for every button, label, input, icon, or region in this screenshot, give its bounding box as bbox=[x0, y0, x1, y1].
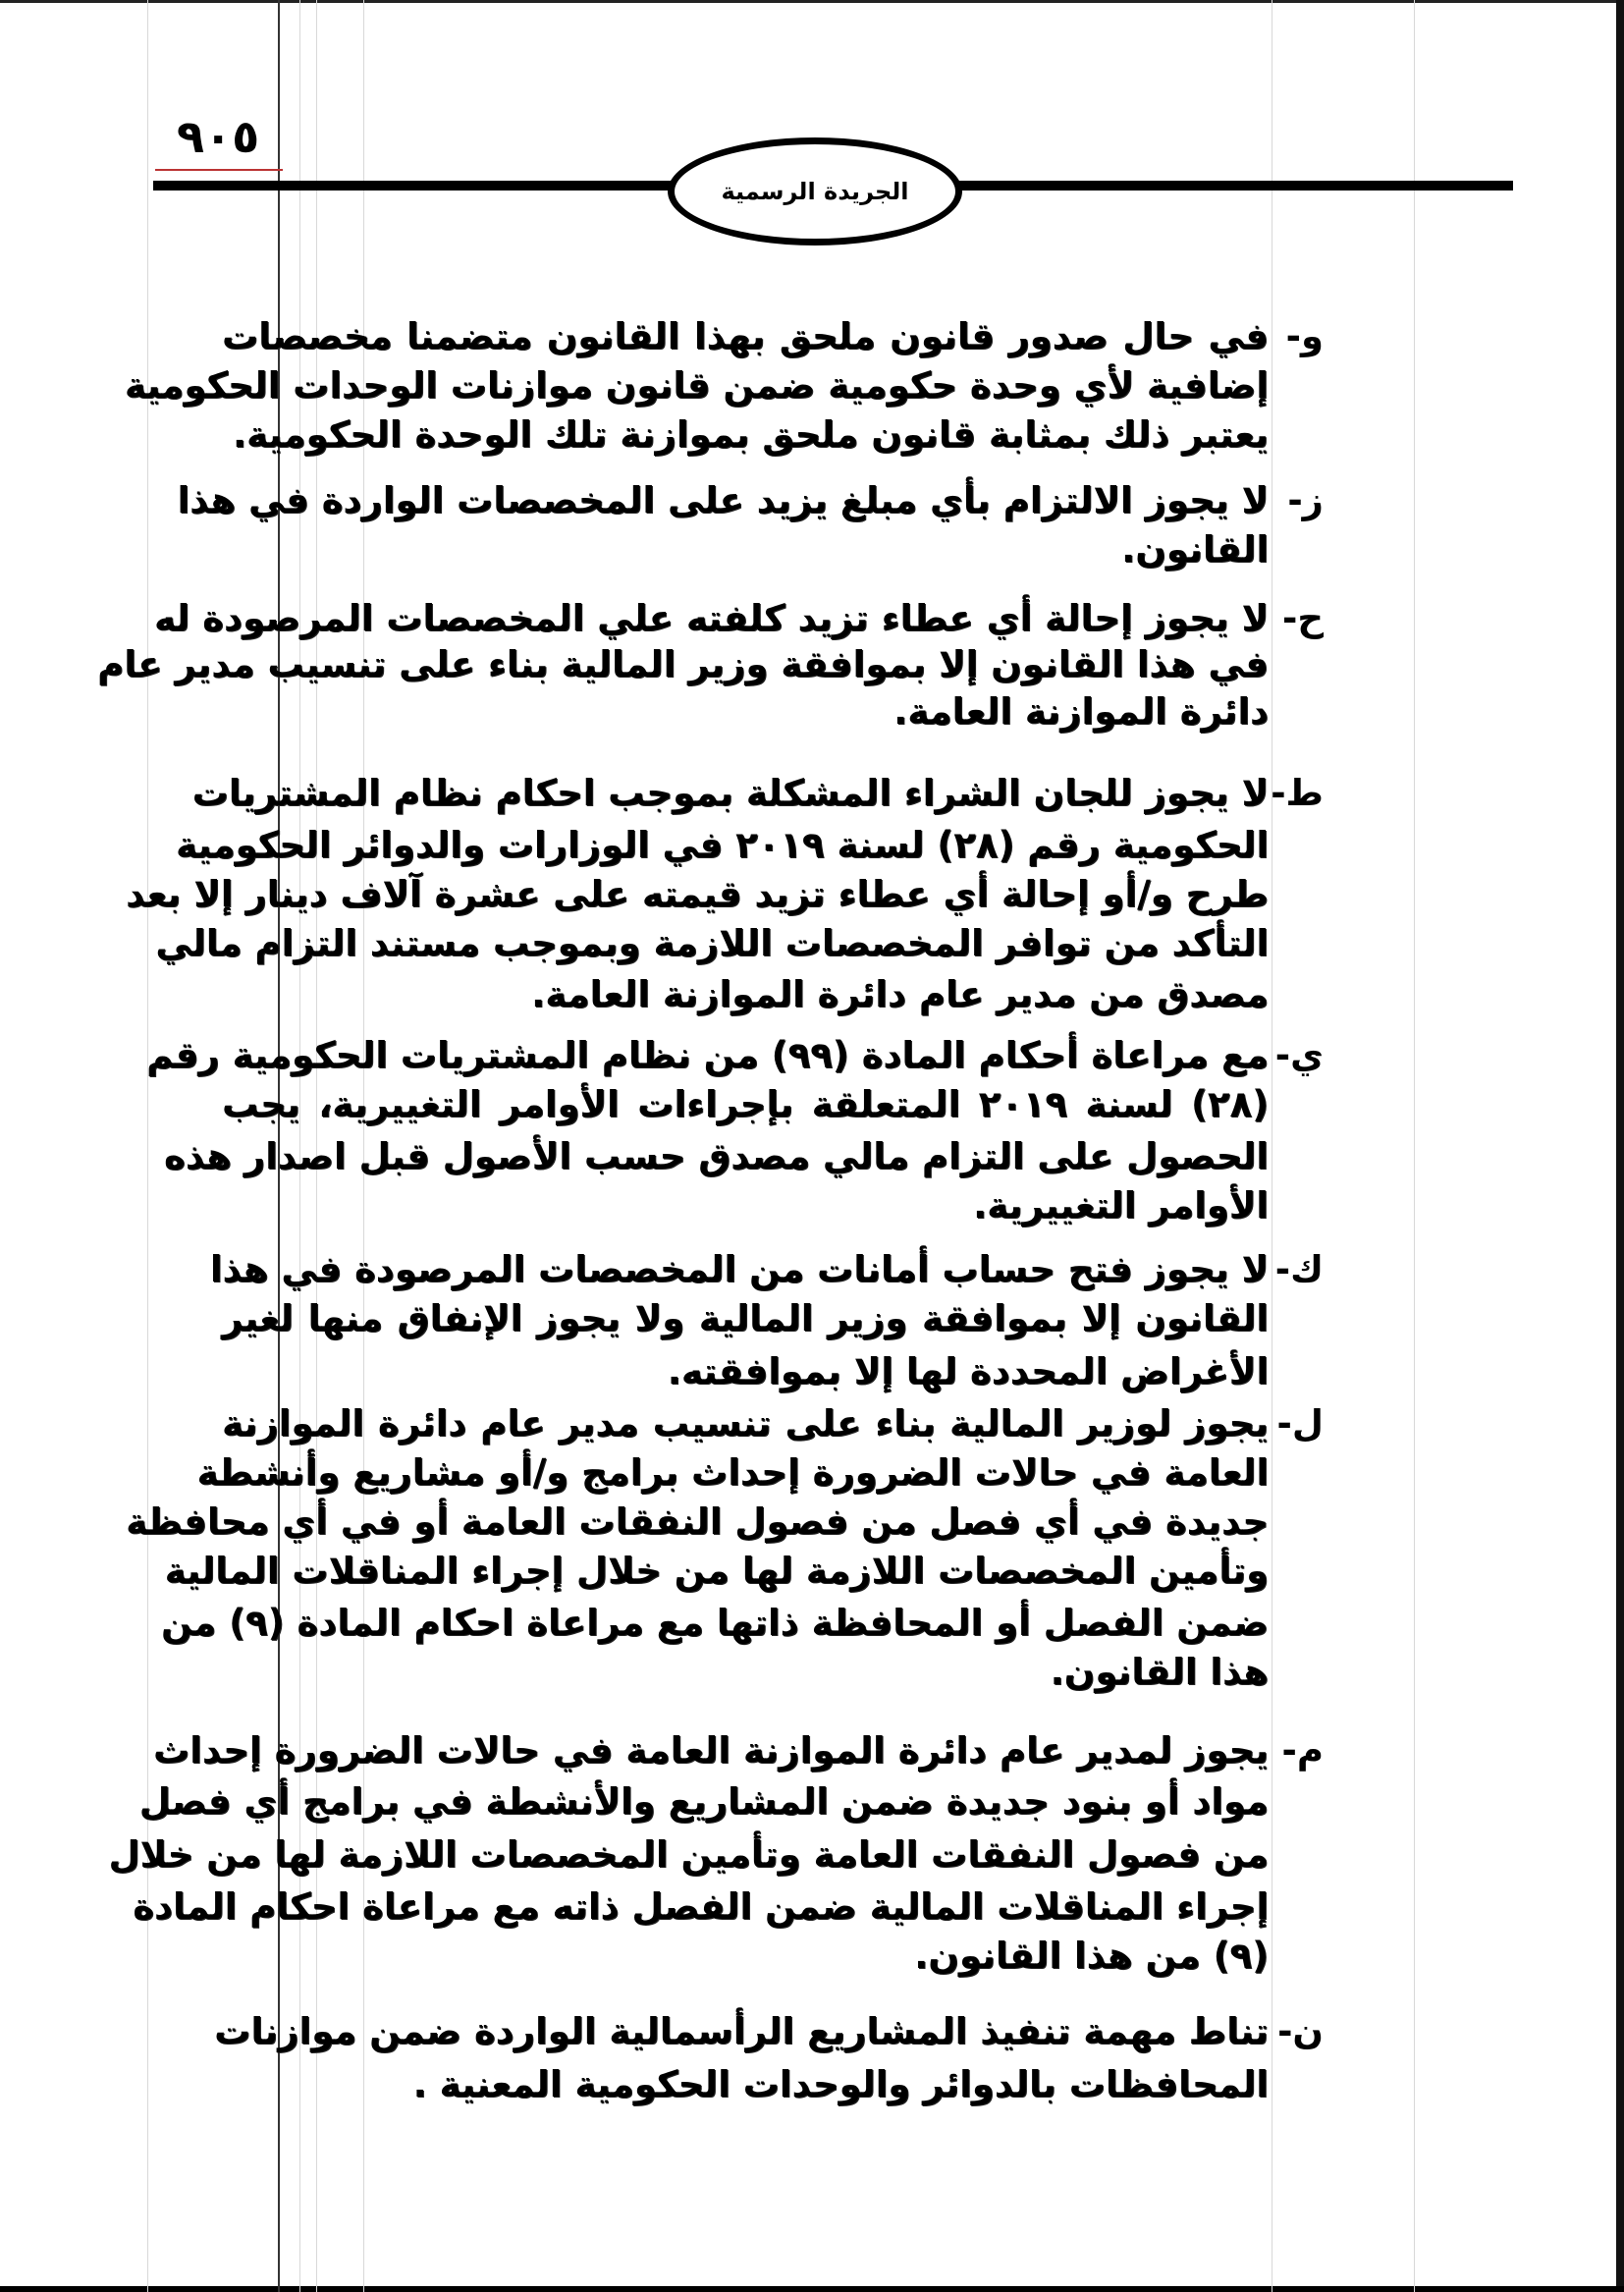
scan-line bbox=[1414, 0, 1415, 2292]
gazette-title-oval bbox=[668, 137, 962, 246]
scan-border-right bbox=[1616, 0, 1624, 2292]
clause-label: ل- bbox=[1276, 1402, 1324, 1445]
clause-label: ن- bbox=[1277, 2010, 1324, 2052]
clause-label: ط- bbox=[1271, 772, 1324, 814]
clause-text-line: وتأمين المخصصات اللازمة لها من خلال إجراء المناقلات المالية bbox=[164, 1550, 1269, 1592]
clause-text-line: لا يجوز فتح حساب أمانات من المخصصات المرصودة في هذا bbox=[209, 1248, 1269, 1290]
clause-label: ح- bbox=[1281, 597, 1324, 639]
clause-text-line: طرح و/أو إحالة أي عطاء تزيد قيمته على عشرة آلاف دينار إلا بعد bbox=[126, 873, 1269, 915]
clause-text-line: العامة في حالات الضرورة إحداث برامج و/أو مشاريع وأنشطة bbox=[196, 1451, 1269, 1494]
clause-text-line: الأغراض المحددة لها إلا بموافقته. bbox=[667, 1350, 1269, 1392]
scan-line bbox=[147, 0, 148, 2292]
clause-text-line: إضافية لأي وحدة حكومية ضمن قانون موازنات الوحدات الحكومية bbox=[124, 364, 1269, 407]
clause-text-line: مواد أو بنود جديدة ضمن المشاريع والأنشطة في برامج أي فصل bbox=[138, 1780, 1269, 1823]
clause-label: ك- bbox=[1274, 1248, 1324, 1290]
clause-text-line: دائرة الموازنة العامة. bbox=[893, 690, 1269, 733]
clause-label: م- bbox=[1281, 1729, 1324, 1772]
clause-text-line: (٢٨) لسنة ٢٠١٩ المتعلقة بإجراءات الأوامر التغييرية، يجب bbox=[222, 1083, 1269, 1125]
clause-text-line: في هذا القانون إلا بموافقة وزير المالية بناء على تنسيب مدير عام bbox=[97, 643, 1269, 685]
clause-text-line: الأوامر التغييرية. bbox=[973, 1184, 1269, 1227]
clause-text-line: تناط مهمة تنفيذ المشاريع الرأسمالية الواردة ضمن موازنات bbox=[214, 2010, 1269, 2052]
page-number: ٩٠٥ bbox=[177, 110, 260, 163]
scan-border-bottom bbox=[0, 2286, 1624, 2292]
clause-text-line: مصدق من مدير عام دائرة الموازنة العامة. bbox=[531, 973, 1269, 1015]
clause-text-line: يجوز لوزير المالية بناء على تنسيب مدير عام دائرة الموازنة bbox=[222, 1402, 1269, 1445]
clause-text-line: يعتبر ذلك بمثابة قانون ملحق بموازنة تلك الوحدة الحكومية. bbox=[232, 413, 1269, 456]
clause-text-line: لا يجوز للجان الشراء المشكلة بموجب احكام نظام المشتريات bbox=[191, 772, 1269, 814]
clause-text-line: القانون إلا بموافقة وزير المالية ولا يجوز الإنفاق منها لغير bbox=[222, 1297, 1269, 1339]
clause-text-line: القانون. bbox=[1121, 528, 1269, 571]
clause-text-line: الحكومية رقم (٢٨) لسنة ٢٠١٩ في الوزارات والدوائر الحكومية bbox=[176, 824, 1269, 866]
page-number-underline bbox=[155, 169, 283, 171]
clause-text-line: في حال صدور قانون ملحق بهذا القانون متضمنا مخصصات bbox=[222, 315, 1269, 357]
clause-text-line: جديدة في أي فصل من فصول النفقات العامة أو في أي محافظة bbox=[126, 1501, 1269, 1543]
clause-text-line: من فصول النفقات العامة وتأمين المخصصات اللازمة لها من خلال bbox=[108, 1833, 1269, 1876]
clause-text-line: (٩) من هذا القانون. bbox=[914, 1935, 1269, 1977]
clause-text-line: لا يجوز إحالة أي عطاء تزيد كلفته علي المخصصات المرصودة له bbox=[153, 597, 1269, 639]
clause-text-line: لا يجوز الالتزام بأي مبلغ يزيد على المخصصات الواردة في هذا bbox=[177, 479, 1269, 521]
gazette-title: الجريدة الرسمية bbox=[721, 178, 909, 205]
clause-text-line: مع مراعاة أحكام المادة (٩٩) من نظام المشتريات الحكومية رقم bbox=[146, 1034, 1269, 1076]
clause-label: ز- bbox=[1287, 479, 1324, 521]
clause-text-line: المحافظات بالدوائر والوحدات الحكومية المعنية . bbox=[412, 2063, 1269, 2105]
clause-text-line: يجوز لمدير عام دائرة الموازنة العامة في حالات الضرورة إحداث bbox=[153, 1729, 1269, 1772]
clause-text-line: الحصول على التزام مالي مصدق حسب الأصول قبل اصدار هذه bbox=[164, 1135, 1269, 1177]
clause-text-line: إجراء المناقلات المالية ضمن الفصل ذاته مع مراعاة احكام المادة bbox=[133, 1885, 1269, 1928]
scan-border-top bbox=[0, 0, 1624, 3]
clause-text-line: التأكد من توافر المخصصات اللازمة وبموجب مستند التزام مالي bbox=[155, 922, 1269, 964]
clause-text-line: ضمن الفصل أو المحافظة ذاتها مع مراعاة احكام المادة (٩) من bbox=[161, 1602, 1269, 1644]
clause-text-line: هذا القانون. bbox=[1050, 1651, 1269, 1693]
clause-label: و- bbox=[1285, 315, 1324, 357]
clause-label: ي- bbox=[1274, 1034, 1324, 1076]
